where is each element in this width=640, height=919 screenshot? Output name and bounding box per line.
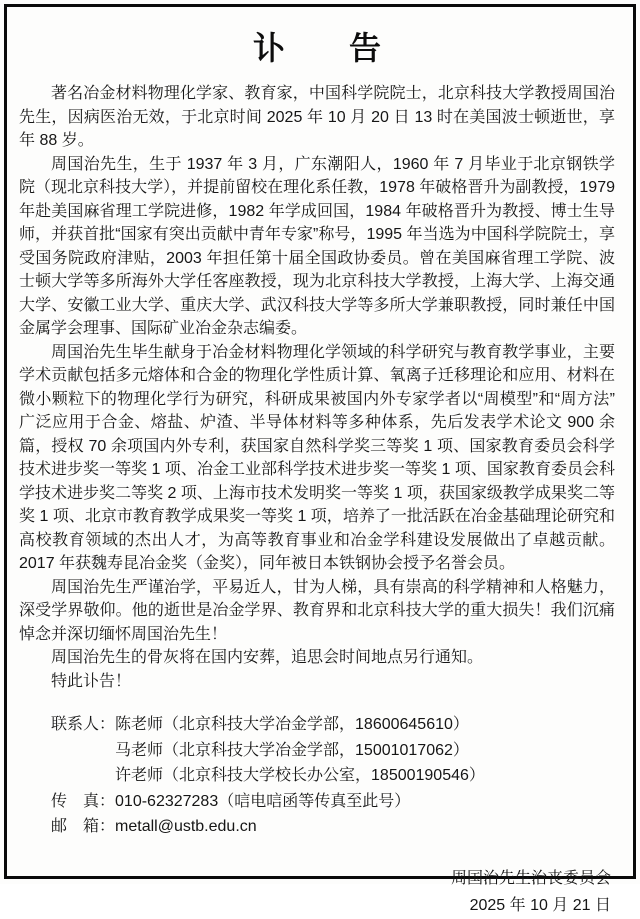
paragraph-closing: 特此讣告！ [51, 672, 132, 690]
signature-block [19, 865, 615, 919]
page-title: 讣 告 [252, 30, 381, 66]
contact-persons-list [115, 712, 615, 789]
paragraph-achievements: 周国治先生毕生献身于冶金材料物理化学领域的科学研究与教育教学事业，主要学术贡献包括多元熔体和合金的物理化学性质计算、氧离子迁移理论和应用、材料在微小颗粒下的物理化学行为研究，科研成果被国内外专家学者以“周模型”和“周方法”广泛应用于合金、熔盐、炉渣、半导体材料等多种体系，先后发表学术论文 900 余篇，授权 70 余项国内外专利，获国家自然科学奖三等奖 1 项、国家教育委员会科学技术进步奖一等奖 1 项、冶金工业部科学技术进步奖一等奖 1 项、国家教育委员会科学技术进步奖二等奖 2 项、上海市技术发明奖一等奖 1 项，获国家级教学成果奖二等奖 1 项、北京市教育教学成果奖一等奖 1 项，培养了一批活跃在冶金基础理论研究和高校教育领域的杰出人才，为高等教育事业和冶金学科建设发展做出了卓越贡献。2017 年获魏寿昆冶金奖（金奖），同年被日本铁钢协会授予名誉会员。 [19, 343, 615, 572]
committee-name: 周国治先生治丧委员会 [450, 869, 611, 887]
email-value: metall@ustb.edu.cn [115, 818, 257, 835]
contact-label: 联系人： [51, 716, 116, 733]
fax-label: 传 真： [51, 792, 116, 810]
signature-date: 2025 年 10 月 21 日 [469, 896, 611, 914]
contact-persons-row [51, 712, 615, 789]
contact-block [19, 712, 615, 840]
paragraph-biography: 周国治先生，生于 1937 年 3 月，广东潮阳人，1960 年 7 月毕业于北京钢铁学院（现北京科技大学），并提前留校在理化系任教，1978 年破格晋升为副教授，1979 年赴美国麻省理工学院进修，1982 年学成回国，1984 年破格晋升为教授、博士生导师，并获首批“国家有突出贡献中青年专家”称号，1995 年当选为中国科学院院士，享受国务院政府津贴，2003 年担任第十届全国政协委员。曾在美国麻省理工学院、波士顿大学等多所海外大学任客座教授，现为北京科技大学教授，上海大学、上海交通大学、安徽工业大学、重庆大学、武汉科技大学等多所大学兼职教授，同时兼任中国金属学会理事、国际矿业冶金杂志编委。 [19, 155, 615, 337]
contact-person: 许老师（北京科技大学校长办公室，18500190546） [115, 767, 485, 784]
paragraph-condolence: 周国治先生严谨治学，平易近人，甘为人梯，具有崇高的科学精神和人格魅力，深受学界敬仰。他的逝世是冶金学界、教育界和北京科技大学的重大损失！我们沉痛悼念并深切缅怀周国治先生！ [19, 578, 615, 643]
paragraph-death-notice: 著名冶金材料物理化学家、教育家，中国科学院院士，北京科技大学教授周国治先生，因病医治无效，于北京时间 2025 年 10 月 20 日 13 时在美国波士顿逝世，享年 88 岁。 [19, 85, 615, 149]
page-border-frame [4, 4, 636, 914]
paragraph-burial-notice: 周国治先生的骨灰将在国内安葬，追思会时间地点另行通知。 [51, 649, 484, 666]
email-row [51, 814, 615, 840]
contact-person: 马老师（北京科技大学冶金学部，15001017062） [115, 741, 469, 759]
email-label: 邮 箱： [51, 818, 116, 835]
fax-value: 010-62327283（唁电唁函等传真至此号） [115, 792, 411, 810]
contact-person: 陈老师（北京科技大学冶金学部，18600645610） [115, 716, 469, 733]
fax-row [51, 789, 615, 815]
